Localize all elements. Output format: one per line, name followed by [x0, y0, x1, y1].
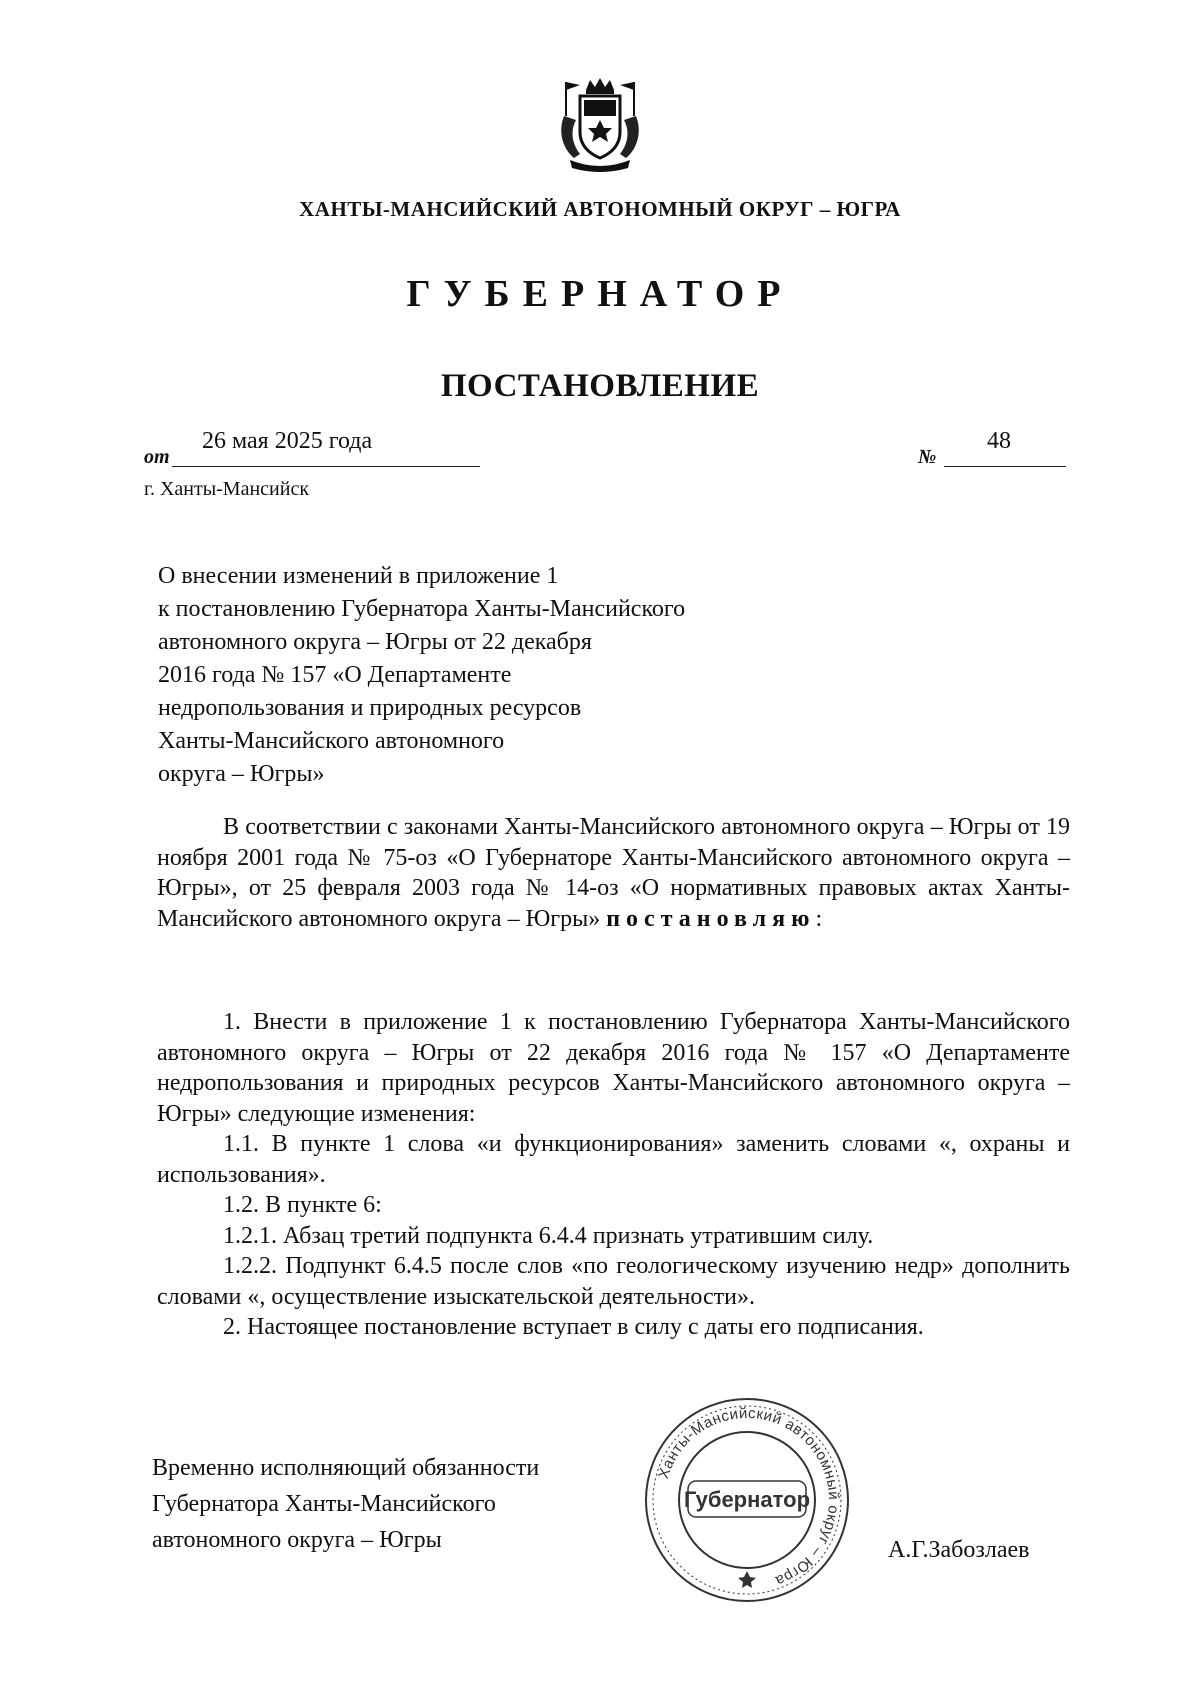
decree-number: 48 — [987, 428, 1011, 454]
number-underline — [944, 466, 1066, 467]
svg-text:Ханты-Мансийский автономный ок: Ханты-Мансийский автономный округ – Югра — [655, 1404, 843, 1590]
decree-subject — [158, 560, 685, 791]
document-type-title: ПОСТАНОВЛЕНИЕ — [440, 368, 760, 404]
signatory-name: А.Г.Забозлаев — [888, 1537, 1030, 1563]
item-paragraph: 1. Внести в приложение 1 к постановлению Губернатора Ханты-Мансийского автономного округа – Югры от 22 декабря 2016 года № 157 «О Департаменте недропользования и природных ресурсов Ханты-Мансийского автономного округа – Югры» следующие изменения: — [157, 1009, 1070, 1127]
decree-items — [157, 1007, 1070, 1343]
region-header: ХАНТЫ-МАНСИЙСКИЙ АВТОНОМНЫЙ ОКРУГ – ЮГРА — [299, 197, 901, 221]
item-paragraph: 1.2.1. Абзац третий подпункта 6.4.4 признать утратившим силу. — [223, 1222, 874, 1249]
item-paragraph: 1.2. В пункте 6: — [223, 1192, 382, 1218]
item-paragraph: 1.1. В пункте 1 слова «и функционирования» заменить словами «, охраны и использования». — [157, 1131, 1070, 1188]
position-line: автономного округа – Югры — [152, 1527, 442, 1553]
subject-line: к постановлению Губернатора Ханты-Мансийского — [158, 596, 686, 622]
decree-date: 26 мая 2025 года — [202, 428, 373, 454]
date-label: от — [144, 446, 170, 468]
preamble-text: В соответствии с законами Ханты-Мансийского автономного округа – Югры от 19 ноября 2001 года № 75-оз «О Губернаторе Ханты-Мансийского автономного округа – Югры», от 25 февраля 2003 года № 14-оз «О нормативных правовых актах Ханты-Мансийского автономного округа – Югры» — [157, 814, 1070, 932]
item-paragraph: 1.2.2. Подпункт 6.4.5 после слов «по геологическому изучению недр» дополнить словами «, осуществление изыскательской деятельности». — [157, 1253, 1070, 1310]
date-underline — [172, 466, 480, 467]
position-line: Губернатора Ханты-Мансийского — [152, 1491, 496, 1517]
position-line: Временно исполняющий обязанности — [152, 1455, 540, 1481]
authority-title: ГУБЕРНАТОР — [406, 273, 794, 315]
resolve-word: постановляю — [606, 905, 816, 932]
preamble-paragraph — [157, 812, 1070, 934]
coat-of-arms-emblem — [556, 76, 644, 176]
subject-line: 2016 года № 157 «О Департаменте — [158, 662, 512, 688]
subject-line: Ханты-Мансийского автономного — [158, 728, 505, 754]
resolve-colon: : — [815, 905, 823, 932]
subject-line: недропользования и природных ресурсов — [158, 695, 582, 721]
issue-city: г. Ханты-Мансийск — [144, 478, 310, 500]
number-label: № — [918, 446, 937, 468]
subject-line: автономного округа – Югры от 22 декабря — [158, 629, 592, 655]
official-seal-stamp — [642, 1395, 852, 1605]
signatory-position — [152, 1450, 539, 1558]
item-paragraph: 2. Настоящее постановление вступает в силу с даты его подписания. — [223, 1314, 924, 1340]
svg-text:Губернатор: Губернатор — [683, 1487, 811, 1512]
subject-line: О внесении изменений в приложение 1 — [158, 563, 559, 589]
subject-line: округа – Югры» — [158, 761, 325, 787]
